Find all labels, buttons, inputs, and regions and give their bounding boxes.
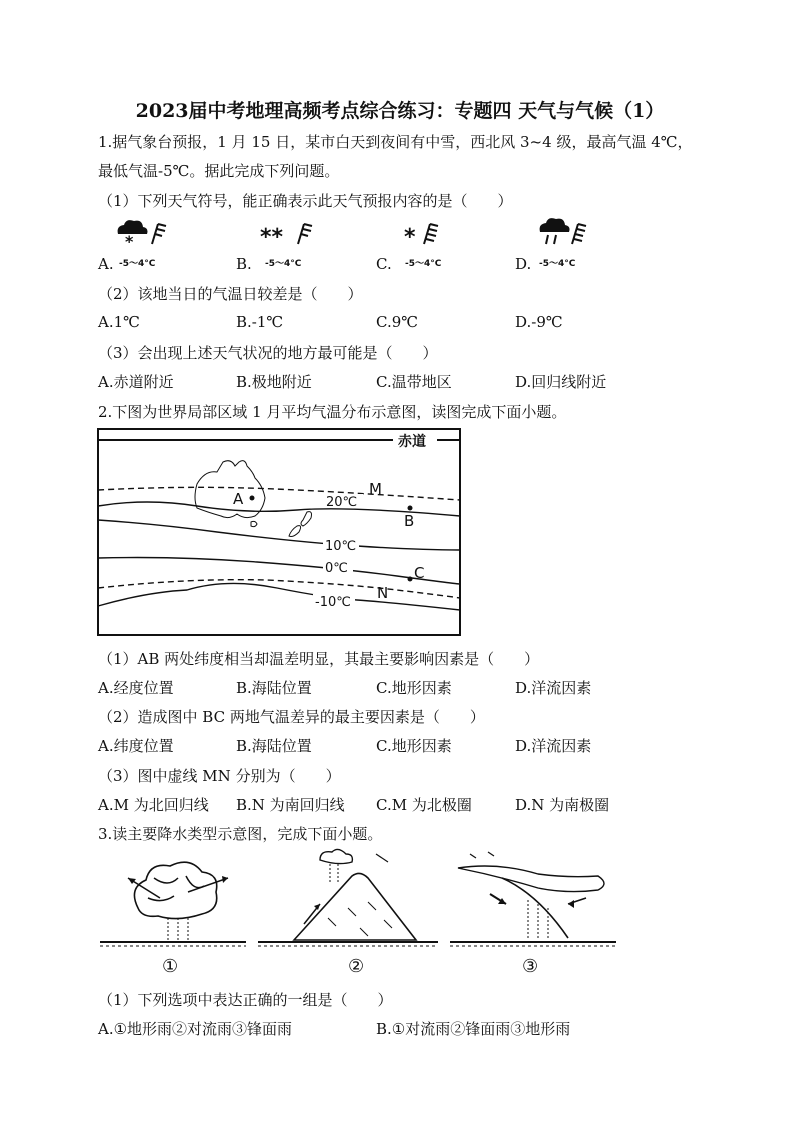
orographic-rain-illustration xyxy=(258,849,438,946)
q1-sub3-option-b[interactable]: B.极地附近 xyxy=(236,373,312,391)
point-a-dot xyxy=(250,496,255,501)
q2-sub2-option-a[interactable]: A.纬度位置 xyxy=(98,737,174,755)
q3-sub1-option-b[interactable]: B.①对流雨②锋面雨③地形雨 xyxy=(376,1020,571,1038)
convectional-rain-illustration xyxy=(100,862,246,946)
q2-sub2-option-d[interactable]: D.洋流因素 xyxy=(515,737,592,755)
q1-sub2-option-b[interactable]: B.-1℃ xyxy=(236,313,284,331)
q2-stem: 2.下图为世界局部区域 1 月平均气温分布示意图，读图完成下面小题。 xyxy=(98,403,567,421)
cloud-snow-wind-icon xyxy=(112,214,172,250)
page-title: 2023届中考地理高频考点综合练习：专题四 天气与气候（1） xyxy=(135,100,665,122)
q1-stem-line2: 最低气温-5℃。据此完成下列问题。 xyxy=(98,162,340,180)
q2-sub3-option-b[interactable]: B.N 为南回归线 xyxy=(236,796,345,814)
point-label-c: C xyxy=(414,564,425,582)
frontal-rain-illustration xyxy=(450,852,616,946)
dashed-label-n: N xyxy=(377,584,389,602)
dashed-label-m: M xyxy=(369,480,382,498)
q1-option-a-temp: -5～4°C xyxy=(119,259,156,269)
q1-option-a-letter[interactable]: A. xyxy=(98,255,114,273)
q2-sub2-prompt: （2）造成图中 BC 两地气温差异的最主要因素是（ ） xyxy=(98,708,485,726)
svg-text:*: * xyxy=(125,232,134,250)
q2-sub2-option-b[interactable]: B.海陆位置 xyxy=(236,737,312,755)
equator-label: 赤道 xyxy=(398,434,426,450)
q2-sub3-prompt: （3）图中虚线 MN 分别为（ ） xyxy=(98,767,341,785)
q2-sub1-option-b[interactable]: B.海陆位置 xyxy=(236,679,312,697)
isotherm-map xyxy=(97,428,461,636)
point-c-dot xyxy=(408,577,413,582)
q2-sub1-prompt: （1）AB 两处纬度相当却温差明显，其最主要影响因素是（ ） xyxy=(98,650,540,668)
q1-sub2-prompt: （2）该地当日的气温日较差是（ ） xyxy=(98,285,363,303)
q1-option-c-letter[interactable]: C. xyxy=(376,255,392,273)
q2-sub1-option-c[interactable]: C.地形因素 xyxy=(376,679,452,697)
figure-label-1: ① xyxy=(162,956,179,977)
q1-option-d-temp: -5～4°C xyxy=(539,259,576,269)
q1-sub3-prompt: （3）会出现上述天气状况的地方最可能是（ ） xyxy=(98,344,438,362)
point-b-dot xyxy=(408,506,413,511)
isotherm-label-10: 10℃ xyxy=(325,539,357,554)
cloud-rain-snow-wind-icon xyxy=(536,214,596,250)
snow-wind-icon xyxy=(258,218,328,248)
q3-sub1-prompt: （1）下列选项中表达正确的一组是（ ） xyxy=(98,991,393,1009)
q3-stem: 3.读主要降水类型示意图，完成下面小题。 xyxy=(98,825,383,843)
snow-wind-icon xyxy=(402,218,462,248)
q1-sub2-option-a[interactable]: A.1℃ xyxy=(98,313,140,331)
q2-sub1-option-d[interactable]: D.洋流因素 xyxy=(515,679,592,697)
q1-sub2-option-c[interactable]: C.9℃ xyxy=(376,313,419,331)
precipitation-types-figure xyxy=(98,848,618,980)
figure-label-2: ② xyxy=(348,956,365,977)
q1-sub3-option-c[interactable]: C.温带地区 xyxy=(376,373,452,391)
q2-sub1-option-a[interactable]: A.经度位置 xyxy=(98,679,174,697)
figure-label-3: ③ xyxy=(522,956,539,977)
isotherm-label-0: 0℃ xyxy=(325,561,348,576)
q3-sub1-option-a[interactable]: A.①地形雨②对流雨③锋面雨 xyxy=(98,1020,293,1038)
q1-stem-line1: 1.据气象台预报，1 月 15 日，某市白天到夜间有中雪，西北风 3~4 级，最高气温 4℃， xyxy=(98,133,693,151)
q1-option-b-letter[interactable]: B. xyxy=(236,255,252,273)
q2-sub3-option-a[interactable]: A.M 为北回归线 xyxy=(98,796,209,814)
q1-option-c-temp: -5～4°C xyxy=(405,259,442,269)
point-label-b: B xyxy=(404,512,415,530)
q1-option-d-letter[interactable]: D. xyxy=(515,255,532,273)
svg-text:*: * xyxy=(404,225,416,248)
q1-option-b-temp: -5～4°C xyxy=(265,259,302,269)
q1-sub1-prompt: （1）下列天气符号，能正确表示此天气预报内容的是（ ） xyxy=(98,192,513,210)
svg-text:**: ** xyxy=(260,225,284,248)
q2-sub3-option-d[interactable]: D.N 为南极圈 xyxy=(515,796,610,814)
isotherm-label-minus10: -10℃ xyxy=(315,595,351,610)
point-label-a: A xyxy=(233,490,244,508)
isotherm-label-20: 20℃ xyxy=(326,495,358,510)
q1-sub3-option-a[interactable]: A.赤道附近 xyxy=(98,373,174,391)
q2-sub2-option-c[interactable]: C.地形因素 xyxy=(376,737,452,755)
q1-sub3-option-d[interactable]: D.回归线附近 xyxy=(515,373,607,391)
q1-sub2-option-d[interactable]: D.-9℃ xyxy=(515,313,563,331)
q2-sub3-option-c[interactable]: C.M 为北极圈 xyxy=(376,796,472,814)
